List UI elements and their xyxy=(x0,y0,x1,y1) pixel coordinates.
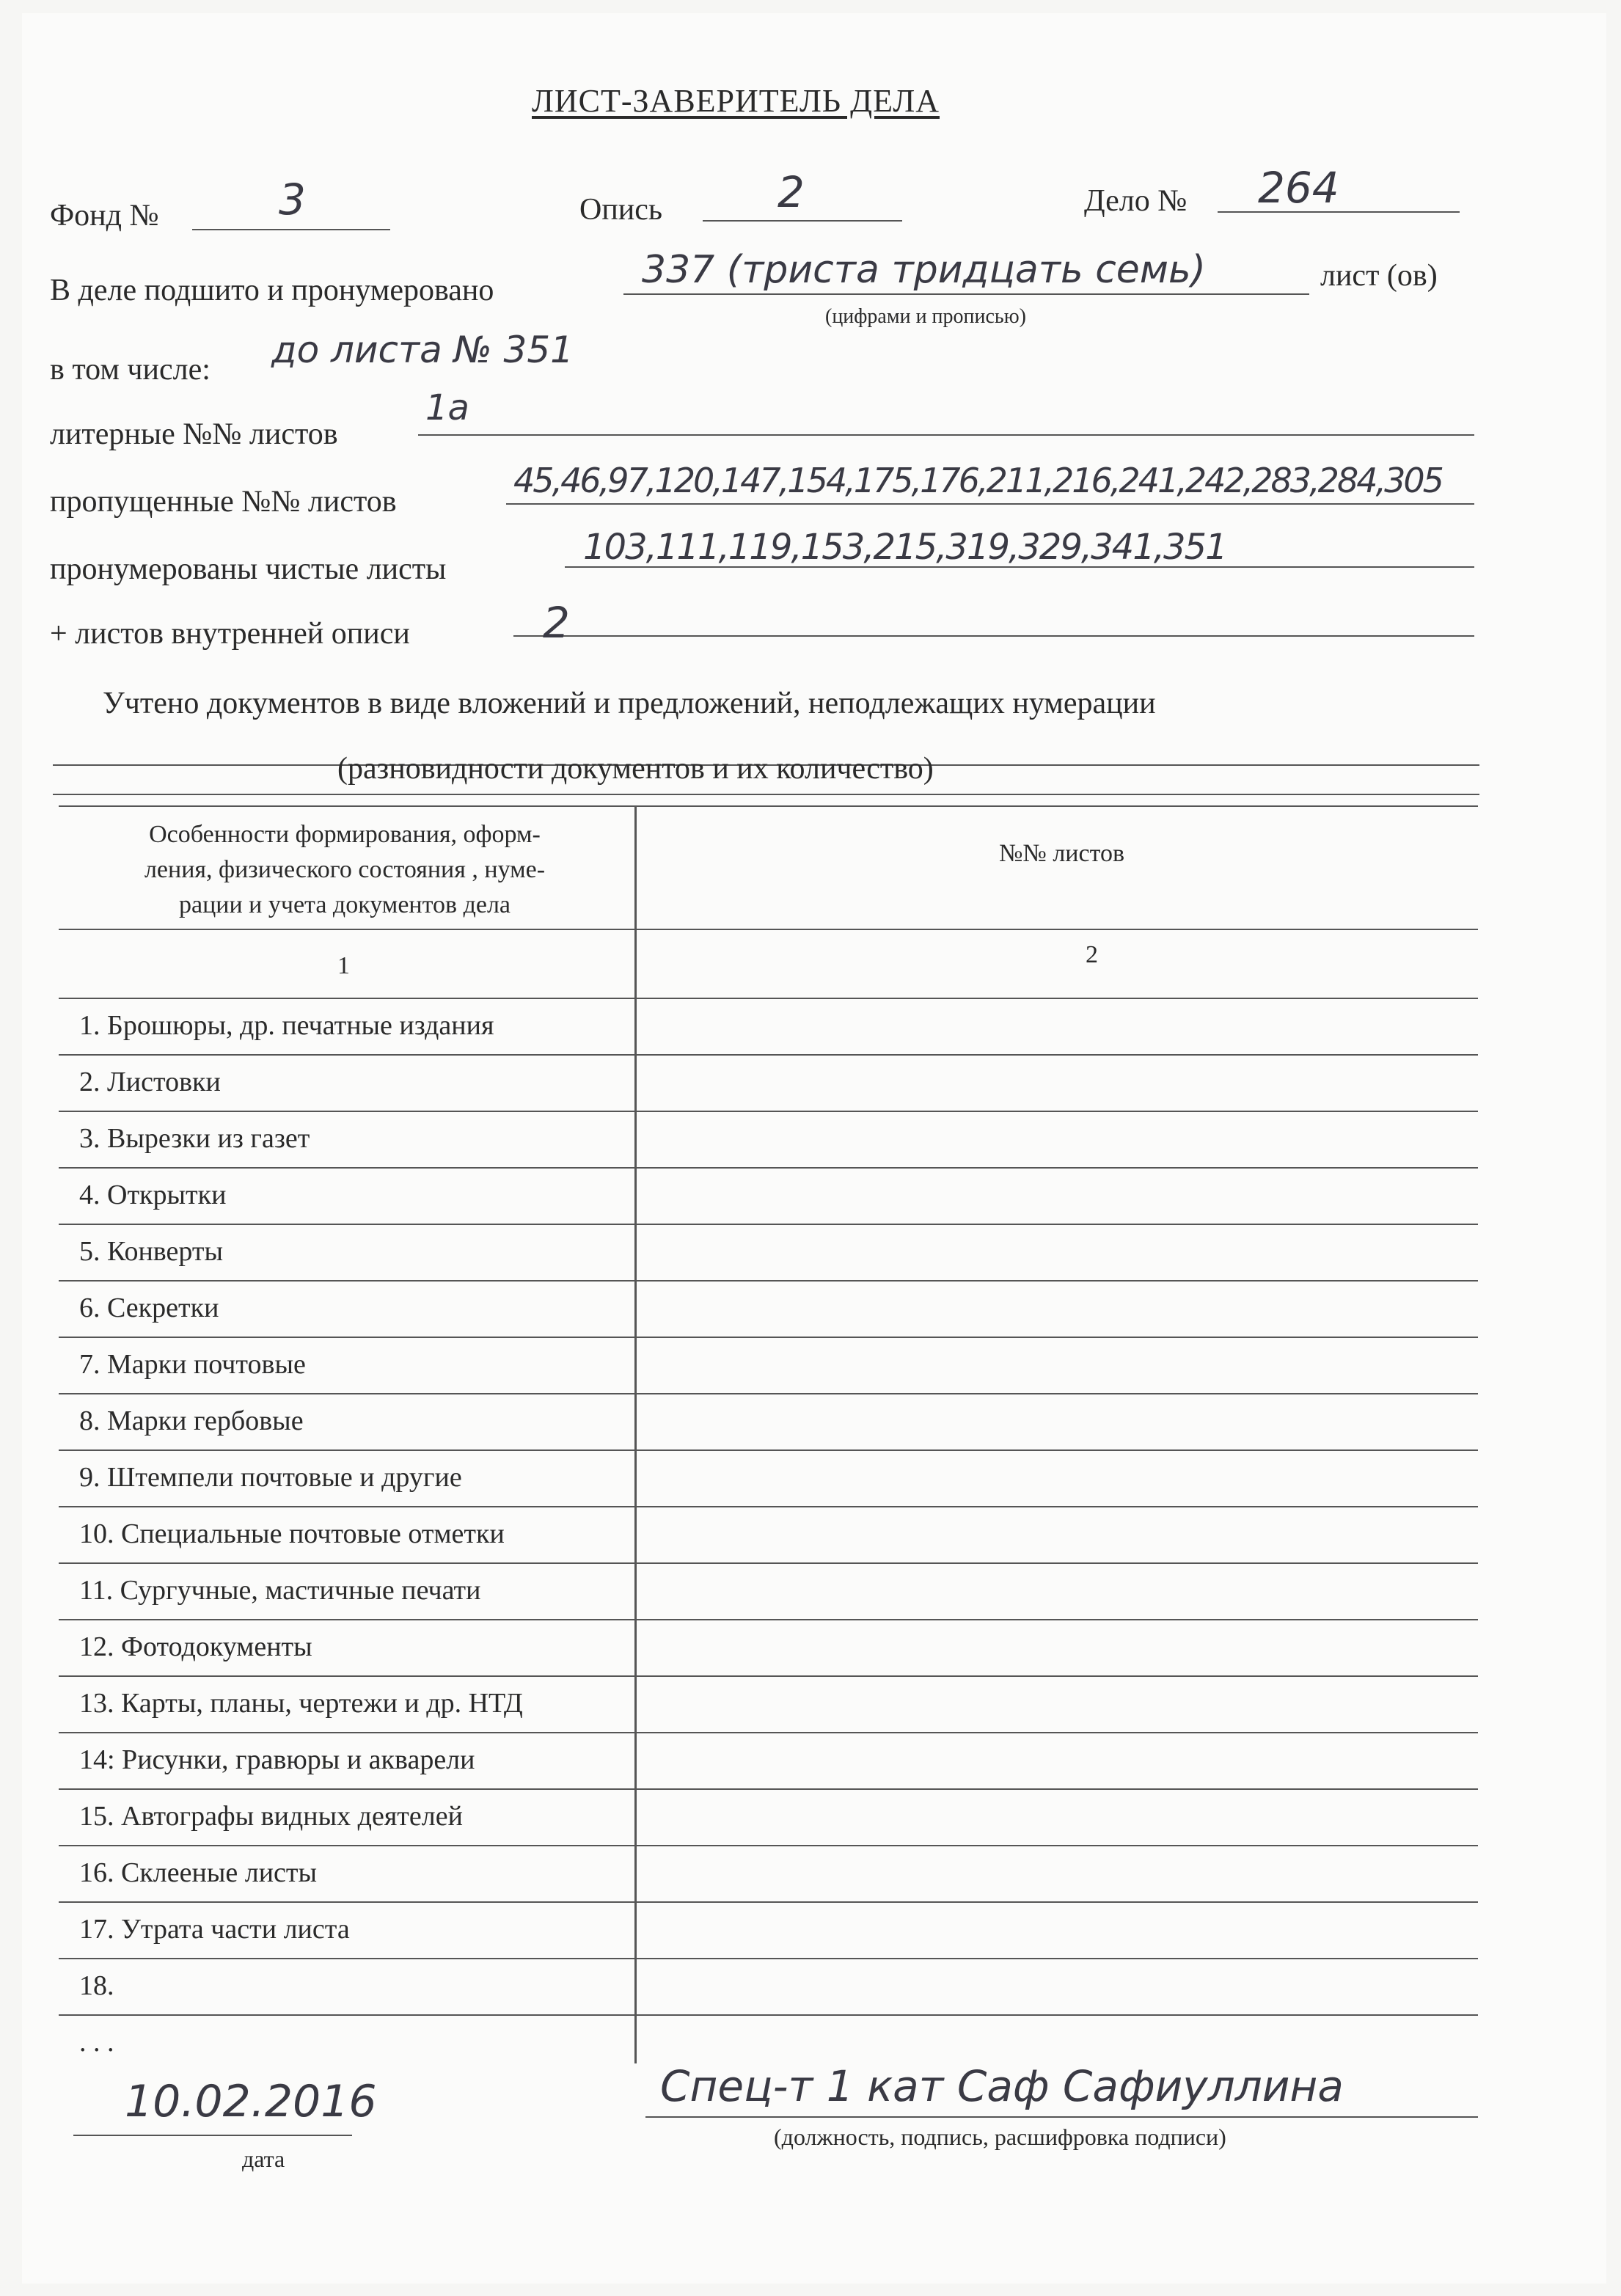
table-row-label: 17. Утрата части листа xyxy=(79,1914,350,1945)
blank-value: 103,111,119,153,215,319,329,341,351 xyxy=(583,527,1226,568)
letter-label: литерные №№ листов xyxy=(50,417,338,451)
delo-value: 264 xyxy=(1258,163,1339,213)
opis-line xyxy=(703,220,902,222)
table-row-divider xyxy=(59,1732,1478,1733)
table-row-label: 5. Конверты xyxy=(79,1236,224,1267)
table-row-divider xyxy=(59,1111,1478,1112)
missing-line xyxy=(506,503,1474,505)
table-row-label: 18. xyxy=(79,1970,114,2001)
inner-value: 2 xyxy=(543,598,570,648)
letter-line xyxy=(418,434,1474,436)
table-row-divider xyxy=(59,1958,1478,1959)
table-row-divider xyxy=(59,1054,1478,1056)
table-row-divider xyxy=(59,1845,1478,1846)
col1-header-line: ления, физического состояния , нуме- xyxy=(144,856,546,883)
table-column-divider xyxy=(634,805,637,2063)
table-top-border xyxy=(59,805,1478,807)
table-row-divider xyxy=(59,2014,1478,2016)
sewn-suffix: лист (ов) xyxy=(1320,259,1438,293)
table-row-divider xyxy=(59,1619,1478,1620)
letter-value: 1а xyxy=(425,387,469,428)
inner-line xyxy=(513,635,1474,637)
blank-label: пронумерованы чистые листы xyxy=(50,552,447,586)
inner-label: + листов внутренней описи xyxy=(50,617,410,651)
table-row-divider xyxy=(59,1449,1478,1451)
table-row-label: 4. Открытки xyxy=(79,1180,227,1210)
table-row-divider xyxy=(59,1280,1478,1282)
table-row-label: 11. Сургучные, мастичные печати xyxy=(79,1575,481,1606)
table-header-divider xyxy=(59,929,1478,930)
kinds-line xyxy=(53,794,1479,795)
signature-line xyxy=(645,2116,1478,2118)
table-row-label: 1. Брошюры, др. печатные издания xyxy=(79,1010,494,1041)
col1-header xyxy=(59,817,631,923)
fond-label: Фонд № xyxy=(50,199,159,233)
table-row-label: 13. Карты, планы, чертежи и др. НТД xyxy=(79,1688,523,1719)
table-row-label: . . . xyxy=(79,2027,114,2058)
col1-header-line: Особенности формирования, оформ- xyxy=(149,821,541,848)
table-row-divider xyxy=(59,1224,1478,1225)
sewn-value: 337 (триста тридцать семь) xyxy=(642,248,1206,292)
table-row-label: 8. Марки гербовые xyxy=(79,1405,304,1436)
table-row-label: 16. Склееные листы xyxy=(79,1857,318,1888)
table-row-divider xyxy=(59,1393,1478,1394)
col2-header: №№ листов xyxy=(998,840,1125,867)
date-label: дата xyxy=(242,2146,285,2172)
col1-number: 1 xyxy=(337,952,350,979)
table-number-divider xyxy=(59,998,1478,999)
col2-number: 2 xyxy=(1086,941,1098,968)
date-value: 10.02.2016 xyxy=(125,2076,377,2127)
delo-label: Дело № xyxy=(1084,184,1188,218)
date-line xyxy=(73,2135,352,2136)
table-row-divider xyxy=(59,1901,1478,1903)
accounted-label: Учтено документов в виде вложений и предложений, неподлежащих нумерации xyxy=(103,687,1156,720)
table-row-divider xyxy=(59,1506,1478,1507)
table-row-label: 6. Секретки xyxy=(79,1293,219,1323)
table-row-label: 14: Рисунки, гравюры и акварели xyxy=(79,1744,475,1775)
table-row-label: 12. Фотодокументы xyxy=(79,1631,312,1662)
table-row-label: 3. Вырезки из газет xyxy=(79,1123,310,1154)
table-row-divider xyxy=(59,1167,1478,1169)
opis-value: 2 xyxy=(777,167,805,217)
including-label: в том числе: xyxy=(50,353,211,387)
table-row-label: 9. Штемпели почтовые и другие xyxy=(79,1462,462,1493)
fond-value: 3 xyxy=(279,175,306,224)
table-row-label: 7. Марки почтовые xyxy=(79,1349,306,1380)
table-row-divider xyxy=(59,1562,1478,1564)
table-row-label: 10. Специальные почтовые отметки xyxy=(79,1518,505,1549)
signature-label: (должность, подпись, расшифровка подписи) xyxy=(774,2124,1226,2150)
missing-label: пропущенные №№ листов xyxy=(50,485,397,519)
sewn-hint: (цифрами и прописью) xyxy=(825,305,1026,328)
missing-value: 45,46,97,120,147,154,175,176,211,216,241,242,283,284,305 xyxy=(513,461,1442,500)
table-row-divider xyxy=(59,1675,1478,1677)
kinds-hint: (разновидности документов и их количество) xyxy=(337,752,934,786)
page-title: ЛИСТ-ЗАВЕРИТЕЛЬ ДЕЛА xyxy=(532,83,940,119)
table-row-label: 2. Листовки xyxy=(79,1067,221,1097)
fond-line xyxy=(192,229,390,230)
sewn-label: В деле подшито и пронумеровано xyxy=(50,274,494,307)
col1-header-line: рации и учета документов дела xyxy=(178,891,511,918)
table-row-label: 15. Автографы видных деятелей xyxy=(79,1801,463,1832)
signature-value: Спец-т 1 кат Саф Сафиуллина xyxy=(660,2061,1344,2111)
opis-label: Опись xyxy=(579,193,663,227)
table-row-divider xyxy=(59,1788,1478,1790)
including-value: до листа № 351 xyxy=(271,329,574,371)
sewn-line xyxy=(623,293,1309,295)
table-row-divider xyxy=(59,1337,1478,1338)
